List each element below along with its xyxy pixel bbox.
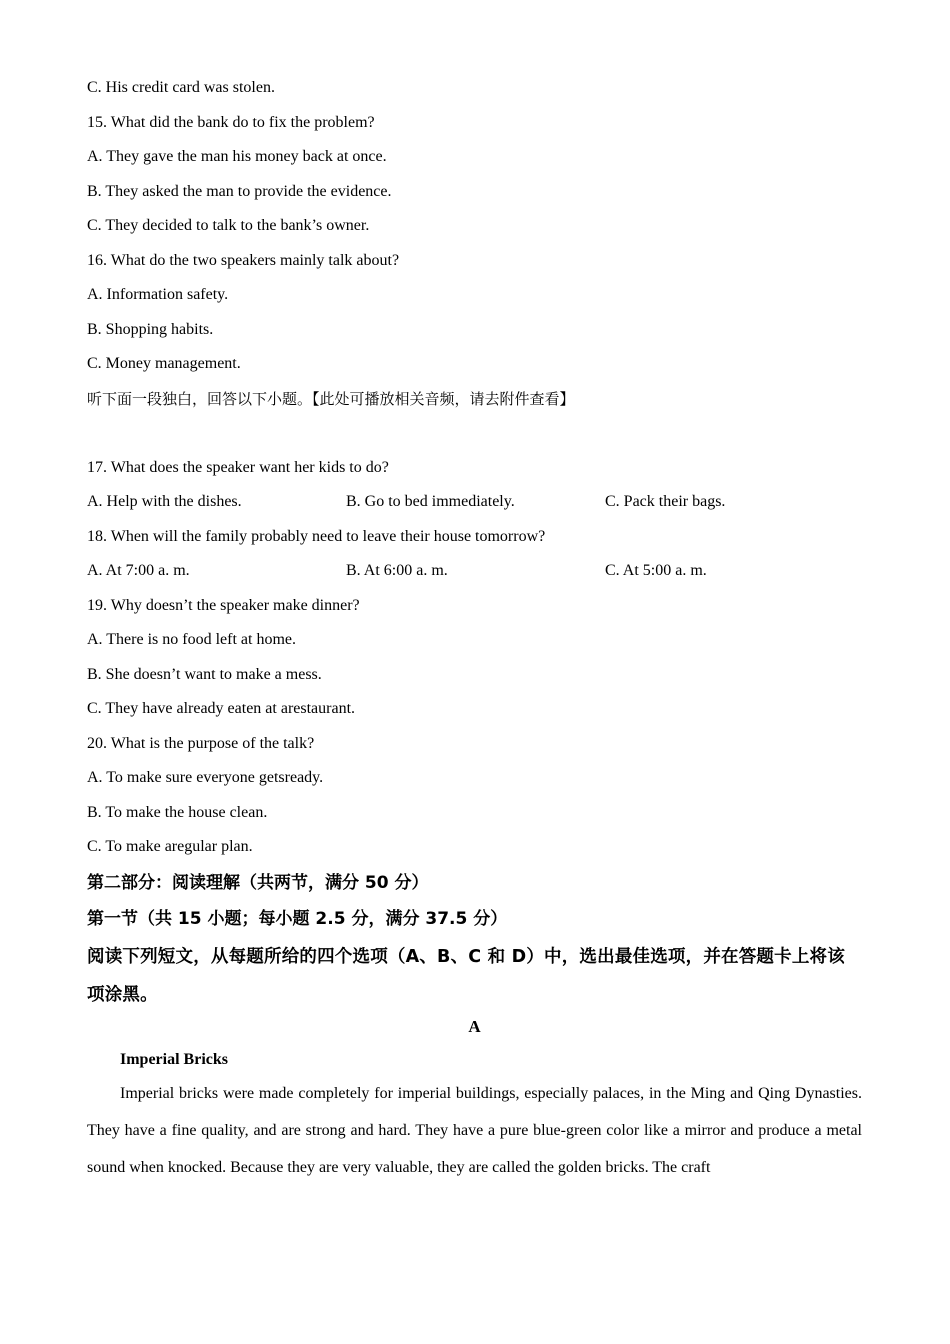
passage-title: Imperial Bricks [120,1050,228,1068]
option-17-c: C. Pack their bags. [605,493,726,510]
option-17-b: B. Go to bed immediately. [346,493,515,510]
question-16: 16. What do the two speakers mainly talk about? [87,251,400,269]
option-16-a: A. Information safety. [87,286,229,303]
question-15: 15. What did the bank do to fix the problem? [87,113,375,131]
question-19: 19. Why doesn’t the speaker make dinner? [87,596,360,614]
options-18 [87,561,862,596]
option-17-a: A. Help with the dishes. [87,493,242,510]
document-page [87,78,862,1186]
audio-note: 听下面一段独白，回答以下小题。【此处可播放相关音频，请去附件查看】 [87,389,575,408]
option-19-a: A. There is no food left at home. [87,631,296,648]
question-17: 17. What does the speaker want her kids to do? [87,458,389,476]
option-18-b: B. At 6:00 a. m. [346,562,448,579]
passage-paragraph: Imperial bricks were made completely for imperial buildings, especially palaces, in the Ming and Qing Dynasties. They have a fine quality, and are strong and hard. They have a pure blue-green color like a mirror and produce a metal sound when knocked. Because they are very valuable, they are called the golden bricks. The craft [87,1085,862,1176]
passage-letter: A [468,1016,481,1036]
option-15-a: A. They gave the man his money back at once. [87,148,387,165]
option-19-b: B. She doesn’t want to make a mess. [87,665,322,683]
option-16-b: B. Shopping habits. [87,320,214,338]
option-19-c: C. They have already eaten at arestaurant. [87,700,356,717]
option-20-c: C. To make aregular plan. [87,838,253,855]
option-20-a: A. To make sure everyone getsready. [87,769,324,786]
option-20-b: B. To make the house clean. [87,803,268,821]
option-18-a: A. At 7:00 a. m. [87,562,190,579]
section1-heading: 第一节（共 15 小题；每小题 2.5 分，满分 37.5 分） [87,908,508,929]
question-20: 20. What is the purpose of the talk? [87,734,315,752]
option-16-c: C. Money management. [87,355,241,372]
part2-heading: 第二部分：阅读理解（共两节，满分 50 分） [87,872,429,893]
option-18-c: C. At 5:00 a. m. [605,562,707,579]
option-14-c: C. His credit card was stolen. [87,79,275,96]
option-15-b: B. They asked the man to provide the evidence. [87,182,392,200]
reading-instruction: 阅读下列短文，从每题所给的四个选项（A、B、C 和 D）中，选出最佳选项，并在答题卡上将该项涂黑。 [87,946,845,1005]
blank-line [87,423,862,458]
option-15-c: C. They decided to talk to the bank’s owner. [87,217,370,234]
options-17 [87,492,862,527]
question-18: 18. When will the family probably need to leave their house tomorrow? [87,527,546,545]
